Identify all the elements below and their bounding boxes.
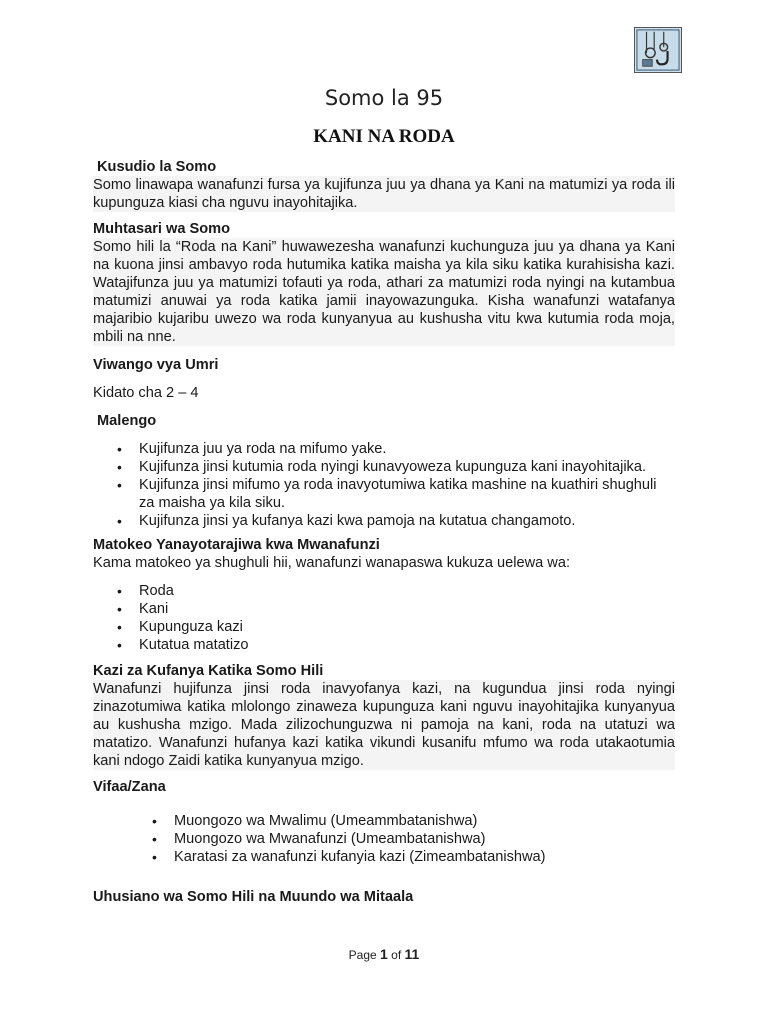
section-body: Somo hili la “Roda na Kani” huwawezesha wanafunzi kuchunguza juu ya dhana ya Kani na kuona jinsi ambavyo roda hutumika katika maisha ya kila siku katika kurahisisha kazi. Watajifunza juu ya matumizi tofauti ya roda, athari za matumizi roda nyingi na kutambua matumizi anuwai ya roda katika jamii inayowazunguka. Kisha wanafunzi watafanya majaribio kujaribu uwezo wa roda kunyanyua au kushusha vitu kwa kutumia roda moja, mbili na nne. bbox=[93, 239, 675, 345]
list-item: • Muongozo wa Mwalimu (Umeammbatanishwa) bbox=[174, 812, 675, 830]
section-body: Somo linawapa wanafunzi fursa ya kujifunza juu ya dhana ya Kani na matumizi ya roda ili kupunguza kiasi cha nguvu inayohitajika. bbox=[93, 177, 675, 211]
section-heading: Matokeo Yanayotarajiwa kwa Mwanafunzi bbox=[93, 537, 380, 553]
list-item: • Kupunguza kazi bbox=[139, 618, 675, 636]
section-heading: Vifaa/Zana bbox=[93, 779, 166, 795]
section-body: Kidato cha 2 – 4 bbox=[93, 385, 199, 401]
list-item: • Roda bbox=[139, 582, 675, 600]
section-kusudio bbox=[93, 158, 675, 212]
list-item: • Kujifunza jinsi ya kufanya kazi kwa pamoja na kutatua changamoto. bbox=[139, 512, 675, 530]
section-heading: Malengo bbox=[97, 413, 157, 429]
section-muhtasari bbox=[93, 220, 675, 346]
lesson-heading: KANI NA RODA bbox=[313, 126, 455, 147]
section-body: Kama matokeo ya shughuli hii, wanafunzi wanapaswa kukuza uelewa wa: bbox=[93, 555, 571, 571]
section-heading: Kusudio la Somo bbox=[97, 159, 217, 175]
list-item: • Kani bbox=[139, 600, 675, 618]
total-pages-number: 11 bbox=[404, 946, 420, 962]
list-item: • Karatasi za wanafunzi kufanyia kazi (Zimeambatanishwa) bbox=[174, 848, 675, 866]
section-matokeo bbox=[93, 536, 675, 654]
section-viwango bbox=[93, 356, 675, 402]
page-word: Page bbox=[348, 948, 377, 962]
section-vifaa bbox=[93, 778, 675, 866]
section-kazi bbox=[93, 662, 675, 770]
materials-list bbox=[93, 812, 675, 866]
outcomes-list bbox=[93, 582, 675, 654]
of-word: of bbox=[391, 948, 402, 962]
objectives-list bbox=[93, 440, 675, 530]
section-heading: Muhtasari wa Somo bbox=[93, 221, 231, 237]
list-item: • Kujifunza jinsi mifumo ya roda inavyotumiwa katika mashine na kuathiri shughuli za maisha ya kila siku. bbox=[139, 476, 675, 512]
current-page-number: 1 bbox=[380, 946, 388, 962]
list-item: • Kujifunza juu ya roda na mifumo yake. bbox=[139, 440, 675, 458]
list-item: • Kujifunza jinsi kutumia roda nyingi kunavyoweza kupunguza kani inayohitajika. bbox=[139, 458, 675, 476]
section-heading: Uhusiano wa Somo Hili na Muundo wa Mitaala bbox=[93, 889, 414, 905]
pulley-logo-icon bbox=[634, 27, 682, 73]
section-uhusiano bbox=[93, 888, 675, 906]
page-footer bbox=[0, 946, 768, 962]
page-title: Somo la 95 bbox=[324, 86, 444, 110]
section-heading: Viwango vya Umri bbox=[93, 357, 219, 373]
lesson-content bbox=[93, 158, 675, 912]
section-heading: Kazi za Kufanya Katika Somo Hili bbox=[93, 663, 324, 679]
list-item: • Muongozo wa Mwanafunzi (Umeambatanishwa) bbox=[174, 830, 675, 848]
section-malengo bbox=[93, 412, 675, 530]
section-body: Wanafunzi hujifunza jinsi roda inavyofanya kazi, na kugundua jinsi roda nyingi zinazotumiwa katika mlolongo zinaweza kupunguza kani nguvu inayohitajika kunyanyua au kushusha mzigo. Mada zilizochunguzwa ni pamoja na kani, roda na utatuzi wa matatizo. Wanafunzi hufanya kazi katika vikundi kusanifu mfumo wa roda utakaotumia kani ndogo Zaidi katika kunyanyua mzigo. bbox=[93, 681, 675, 769]
list-item: • Kutatua matatizo bbox=[139, 636, 675, 654]
